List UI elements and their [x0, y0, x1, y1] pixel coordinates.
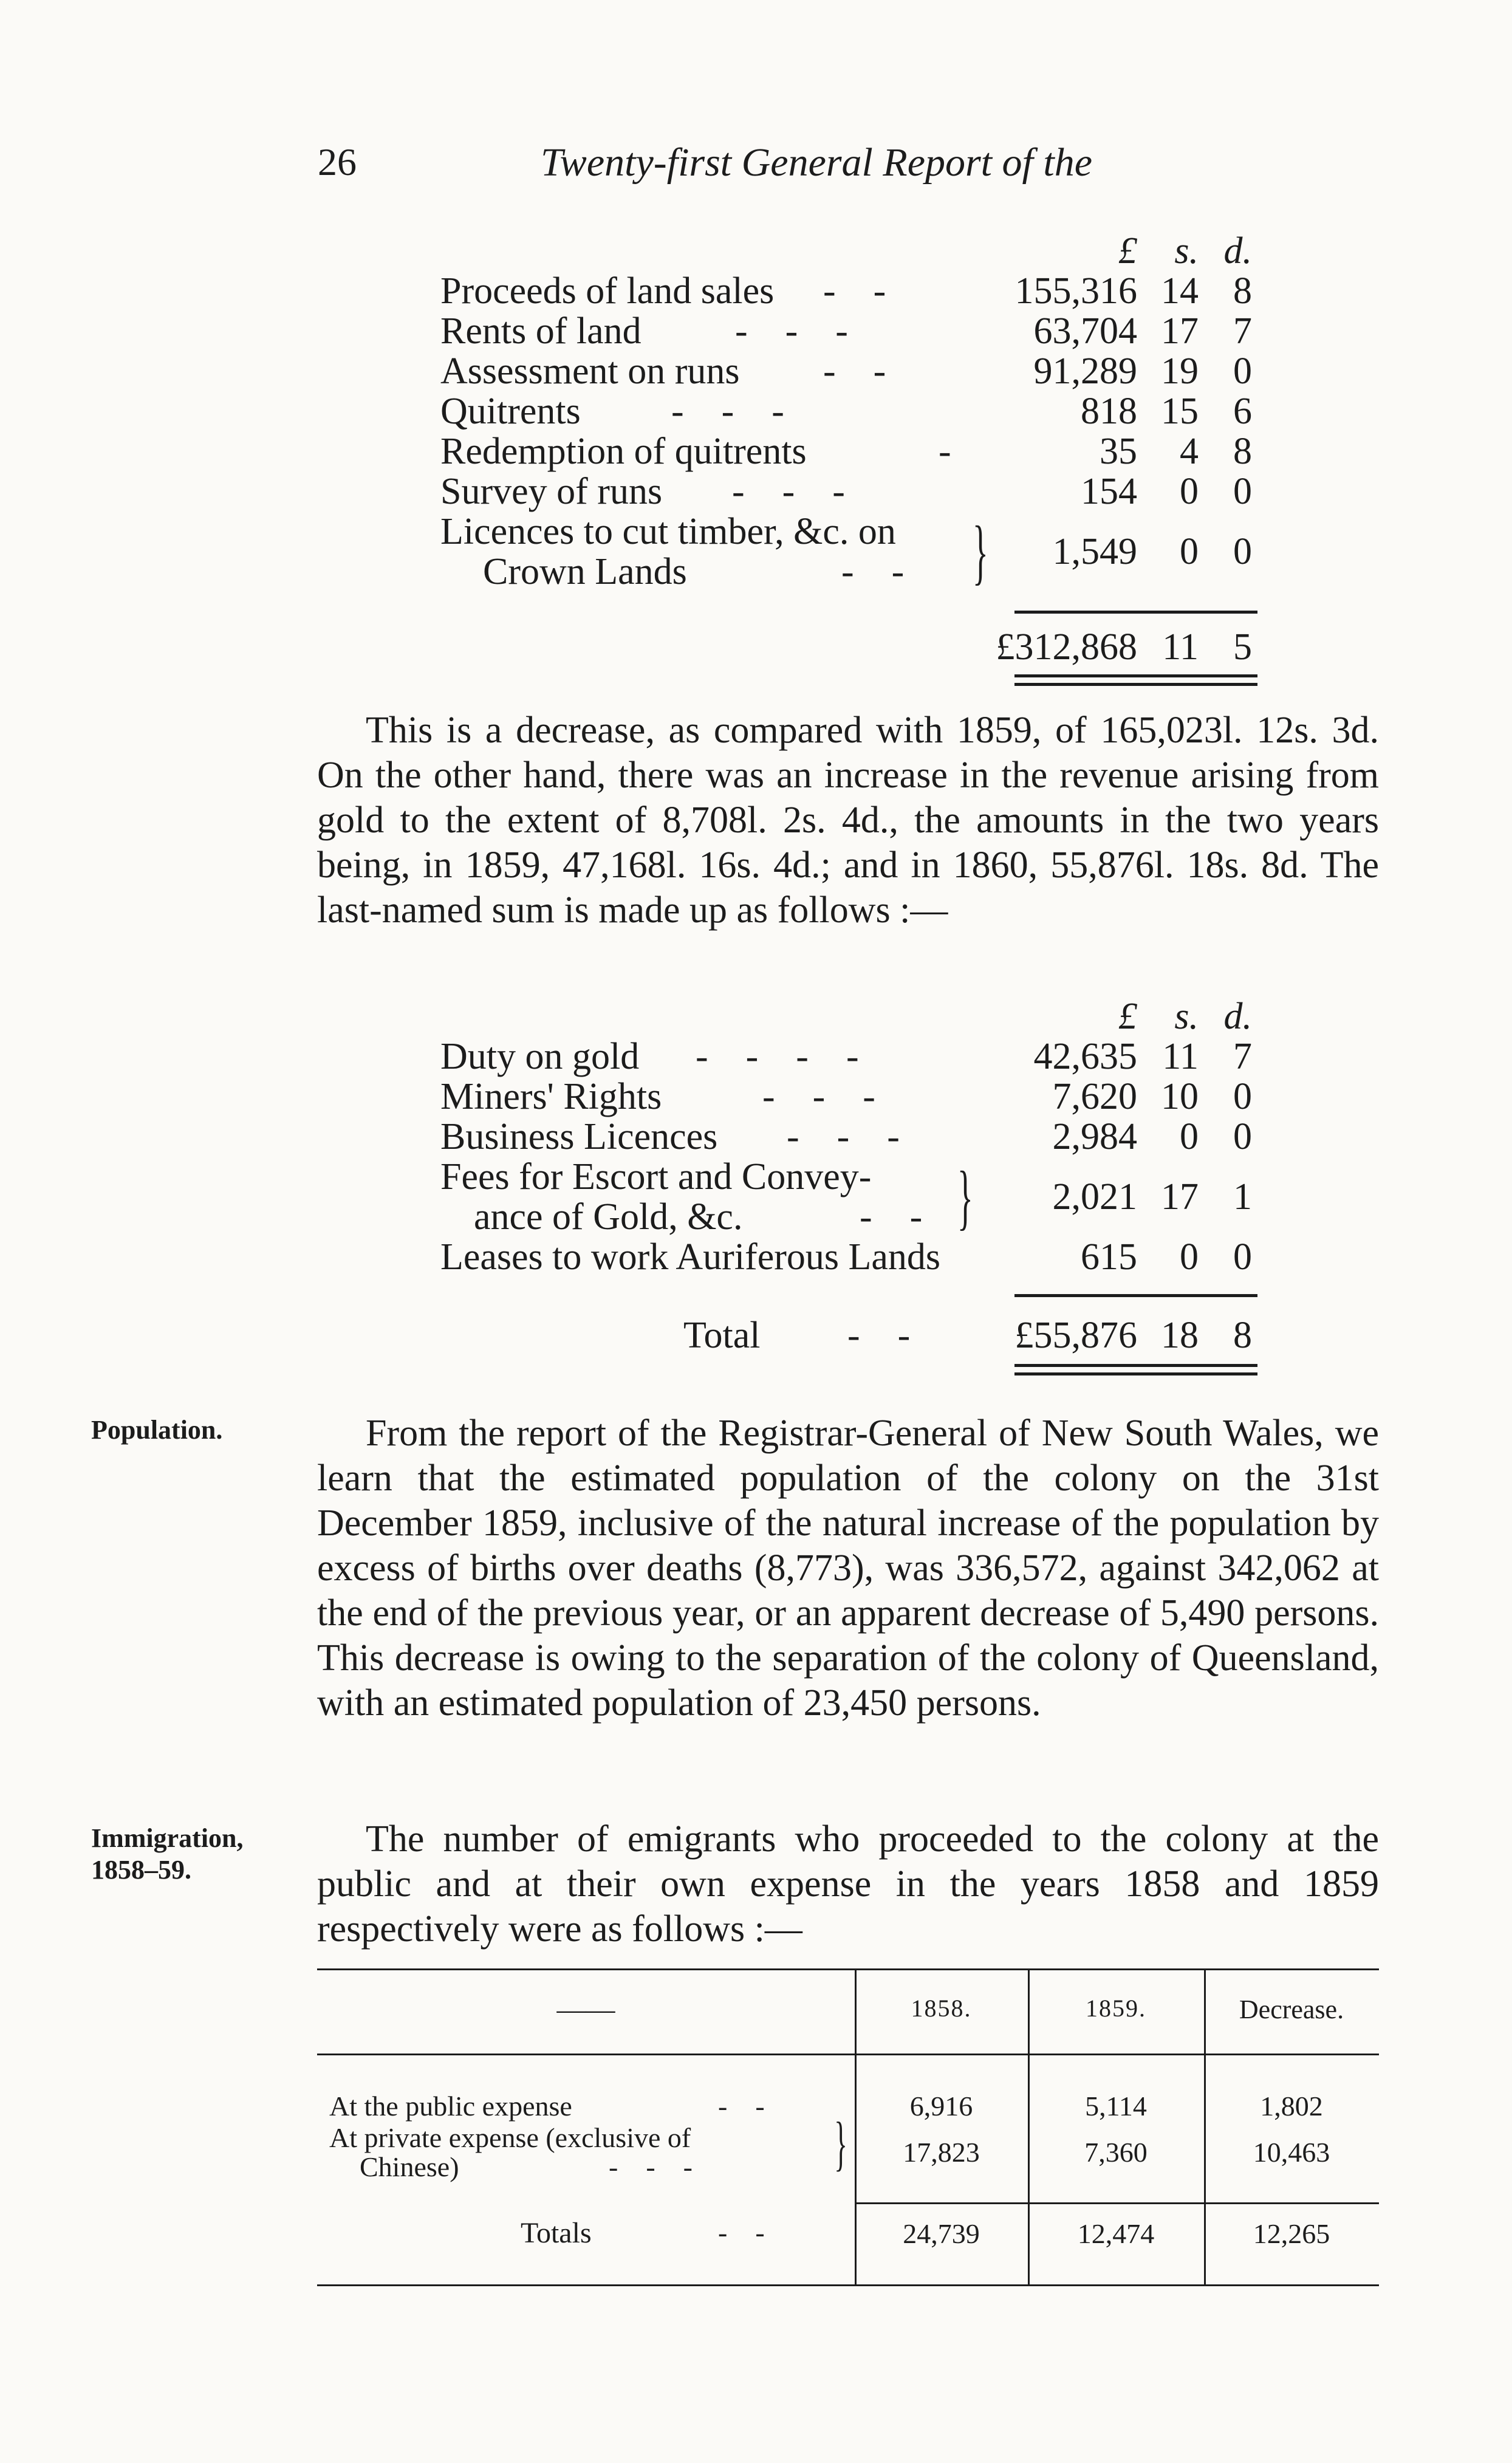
header-rule — [317, 2054, 1379, 2055]
leader-dots: - - — [841, 551, 905, 592]
emigration-table — [317, 1968, 1379, 2309]
shillings-value: 0 — [1180, 1236, 1199, 1278]
double-rule-bottom — [1014, 683, 1257, 686]
shillings-value: 14 — [1161, 270, 1199, 312]
row-label: Survey of runs — [440, 471, 663, 512]
pence-value: 1 — [1233, 1176, 1252, 1218]
value-decrease: 10,463 — [1253, 2137, 1330, 2168]
value-1859: 7,360 — [1084, 2137, 1148, 2168]
margin-note-line: Immigration, — [91, 1823, 244, 1853]
table-row — [440, 351, 1261, 391]
row-label: Business Licences — [440, 1116, 718, 1157]
paragraph-population — [317, 1411, 1379, 1725]
table-row — [440, 1117, 1261, 1157]
column-header-decrease: Decrease. — [1239, 1995, 1344, 2024]
brace: } — [957, 1156, 973, 1237]
gold-revenue-header-row — [440, 996, 1261, 1036]
table-row — [440, 271, 1261, 311]
row-label-line1: Fees for Escort and Convey- — [440, 1156, 872, 1197]
row-label-line1: Licences to cut timber, &c. on — [440, 511, 896, 552]
table-row — [440, 431, 1261, 471]
row-label: At the public expense — [329, 2091, 572, 2122]
total-rule — [1014, 611, 1257, 614]
total-row — [440, 1315, 1261, 1355]
shillings-value: 10 — [1161, 1076, 1199, 1117]
shillings-header: s. — [1174, 230, 1199, 272]
leader-dots: - - - — [609, 2151, 693, 2182]
total-decrease: 12,265 — [1253, 2218, 1330, 2249]
row-label: Rents of land — [440, 310, 641, 352]
margin-note-immigration — [91, 1823, 244, 1886]
value-decrease: 1,802 — [1260, 2091, 1323, 2122]
shillings-header: s. — [1174, 996, 1199, 1037]
brace: } — [972, 511, 988, 592]
total-pounds: £55,876 — [1014, 1315, 1137, 1356]
land-revenue-table — [440, 231, 1261, 693]
pence-value: 0 — [1233, 1076, 1252, 1117]
total-1859: 12,474 — [1077, 2218, 1155, 2249]
paragraph-text: This is a decrease, as compared with 1859, of 165,023l. 12s. 3d. On the other hand, there was an increase in the revenue arising from gold to the extent of 8,708l. 2s. 4d., the amounts in the two years being, in 1859, 47,168l. 16s. 4d.; and in 1860, 55,876l. 18s. 8d. The last-named sum is made up as follows :— — [317, 710, 1379, 931]
row-label-line1: At private expense (exclusive of — [329, 2122, 691, 2153]
shillings-value: 11 — [1162, 1036, 1199, 1077]
table-row — [440, 1237, 1261, 1277]
table-row — [440, 512, 1261, 592]
pence-value: 7 — [1233, 310, 1252, 352]
table-row — [440, 1157, 1261, 1237]
stub-header: —— — [556, 1993, 615, 2026]
pence-value: 0 — [1233, 1236, 1252, 1278]
value-1858: 6,916 — [909, 2091, 973, 2122]
pence-value: 0 — [1233, 351, 1252, 392]
table-top-rule — [317, 1968, 1379, 1970]
pence-value: 0 — [1233, 1116, 1252, 1157]
total-pounds: £312,868 — [996, 626, 1137, 668]
paragraph-text: The number of emigrants who proceeded to the colony at the public and at their own expense in the years 1858 and 1859 respectively were as follows :— — [317, 1818, 1379, 1950]
table-row — [440, 1077, 1261, 1117]
leader-dots: - - - — [787, 1116, 900, 1157]
paragraph-decrease — [317, 708, 1379, 933]
total-pence: 8 — [1233, 1315, 1252, 1356]
table-row — [440, 471, 1261, 512]
shillings-value: 4 — [1180, 431, 1199, 472]
total-rule — [1014, 1294, 1257, 1297]
leader-dots: - — [939, 431, 951, 472]
table-bottom-rule — [317, 2284, 1379, 2286]
pounds-value: 91,289 — [1033, 351, 1137, 392]
row-label: Leases to work Auriferous Lands — [440, 1236, 941, 1278]
shillings-value: 0 — [1180, 1116, 1199, 1157]
pounds-value: 2,021 — [1052, 1176, 1137, 1218]
leader-dots: - - - — [671, 391, 784, 432]
shillings-value: 17 — [1161, 310, 1199, 352]
leader-dots: - - — [718, 2091, 765, 2122]
table-row — [440, 391, 1261, 431]
shillings-value: 15 — [1161, 391, 1199, 432]
gold-revenue-table — [440, 996, 1261, 1422]
row-label-line2: Crown Lands — [483, 551, 687, 592]
pounds-value: 35 — [1100, 431, 1137, 472]
table-row — [440, 311, 1261, 351]
total-shillings: 11 — [1162, 626, 1199, 668]
pounds-value: 615 — [1081, 1236, 1137, 1278]
leader-dots: - - - — [762, 1076, 875, 1117]
leader-dots: - - — [860, 1196, 923, 1238]
totals-rule — [855, 2202, 1379, 2204]
brace: } — [834, 2109, 847, 2177]
leader-dots: - - — [718, 2217, 765, 2248]
row-label: Quitrents — [440, 391, 581, 432]
row-label: Proceeds of land sales — [440, 270, 775, 312]
leader-dots: - - - — [735, 310, 848, 352]
row-label: Redemption of quitrents — [440, 431, 807, 472]
total-shillings: 18 — [1161, 1315, 1199, 1356]
pence-value: 6 — [1233, 391, 1252, 432]
pence-header: d. — [1223, 996, 1252, 1037]
total-pence: 5 — [1233, 626, 1252, 668]
pounds-value: 2,984 — [1052, 1116, 1137, 1157]
total-1858: 24,739 — [903, 2218, 980, 2249]
land-revenue-header-row — [440, 231, 1261, 271]
leader-dots: - - - — [732, 471, 845, 512]
running-title: Twenty-first General Report of the — [541, 140, 1092, 185]
shillings-value: 0 — [1180, 531, 1199, 572]
row-label-line2: ance of Gold, &c. — [474, 1196, 743, 1238]
leader-dots: - - — [847, 1315, 911, 1356]
value-1858: 17,823 — [903, 2137, 980, 2168]
pounds-value: 154 — [1081, 471, 1137, 512]
column-header-1859: 1859. — [1086, 1995, 1146, 2022]
shillings-value: 19 — [1161, 351, 1199, 392]
leader-dots: - - — [823, 270, 886, 312]
totals-label: Totals — [521, 2217, 592, 2249]
pounds-header: £ — [1118, 996, 1137, 1037]
pence-value: 7 — [1233, 1036, 1252, 1077]
pounds-value: 63,704 — [1033, 310, 1137, 352]
row-label: Assessment on runs — [440, 351, 740, 392]
leader-dots: - - — [823, 351, 886, 392]
margin-note-line: 1858–59. — [91, 1855, 191, 1885]
pence-header: d. — [1223, 230, 1252, 272]
double-rule-top — [1014, 1364, 1257, 1367]
table-row — [440, 1036, 1261, 1077]
page-number: 26 — [318, 140, 357, 183]
pence-value: 0 — [1233, 531, 1252, 572]
pence-value: 8 — [1233, 270, 1252, 312]
pounds-value: 7,620 — [1052, 1076, 1137, 1117]
pounds-value: 42,635 — [1033, 1036, 1137, 1077]
margin-note-population: Population. — [91, 1415, 223, 1445]
pence-value: 8 — [1233, 431, 1252, 472]
pounds-value: 1,549 — [1052, 531, 1137, 572]
double-rule-top — [1014, 674, 1257, 677]
pounds-value: 155,316 — [1014, 270, 1137, 312]
value-1859: 5,114 — [1085, 2091, 1147, 2122]
pence-value: 0 — [1233, 471, 1252, 512]
column-header-1858: 1858. — [911, 1995, 972, 2022]
leader-dots: - - - - — [696, 1036, 859, 1077]
pounds-header: £ — [1118, 230, 1137, 272]
page-header — [0, 140, 1512, 194]
total-label: Total — [683, 1315, 761, 1356]
total-row — [440, 627, 1261, 667]
shillings-value: 0 — [1180, 471, 1199, 512]
shillings-value: 17 — [1161, 1176, 1199, 1218]
paragraph-text: From the report of the Registrar-General of New South Wales, we learn that the estimated population of the colony on the 31st December 1859, inclusive of the natural increase of the population by excess of births over deaths (8,773), was 336,572, against 342,062 at the end of the previous year, or an apparent decrease of 5,490 persons. This decrease is owing to the separation of the colony of Queensland, with an estimated population of 23,450 persons. — [317, 1413, 1379, 1724]
paragraph-immigration — [317, 1817, 1379, 1951]
row-label: Duty on gold — [440, 1036, 640, 1077]
double-rule-bottom — [1014, 1372, 1257, 1375]
row-label-line2: Chinese) — [360, 2151, 459, 2182]
pounds-value: 818 — [1081, 391, 1137, 432]
row-label: Miners' Rights — [440, 1076, 662, 1117]
